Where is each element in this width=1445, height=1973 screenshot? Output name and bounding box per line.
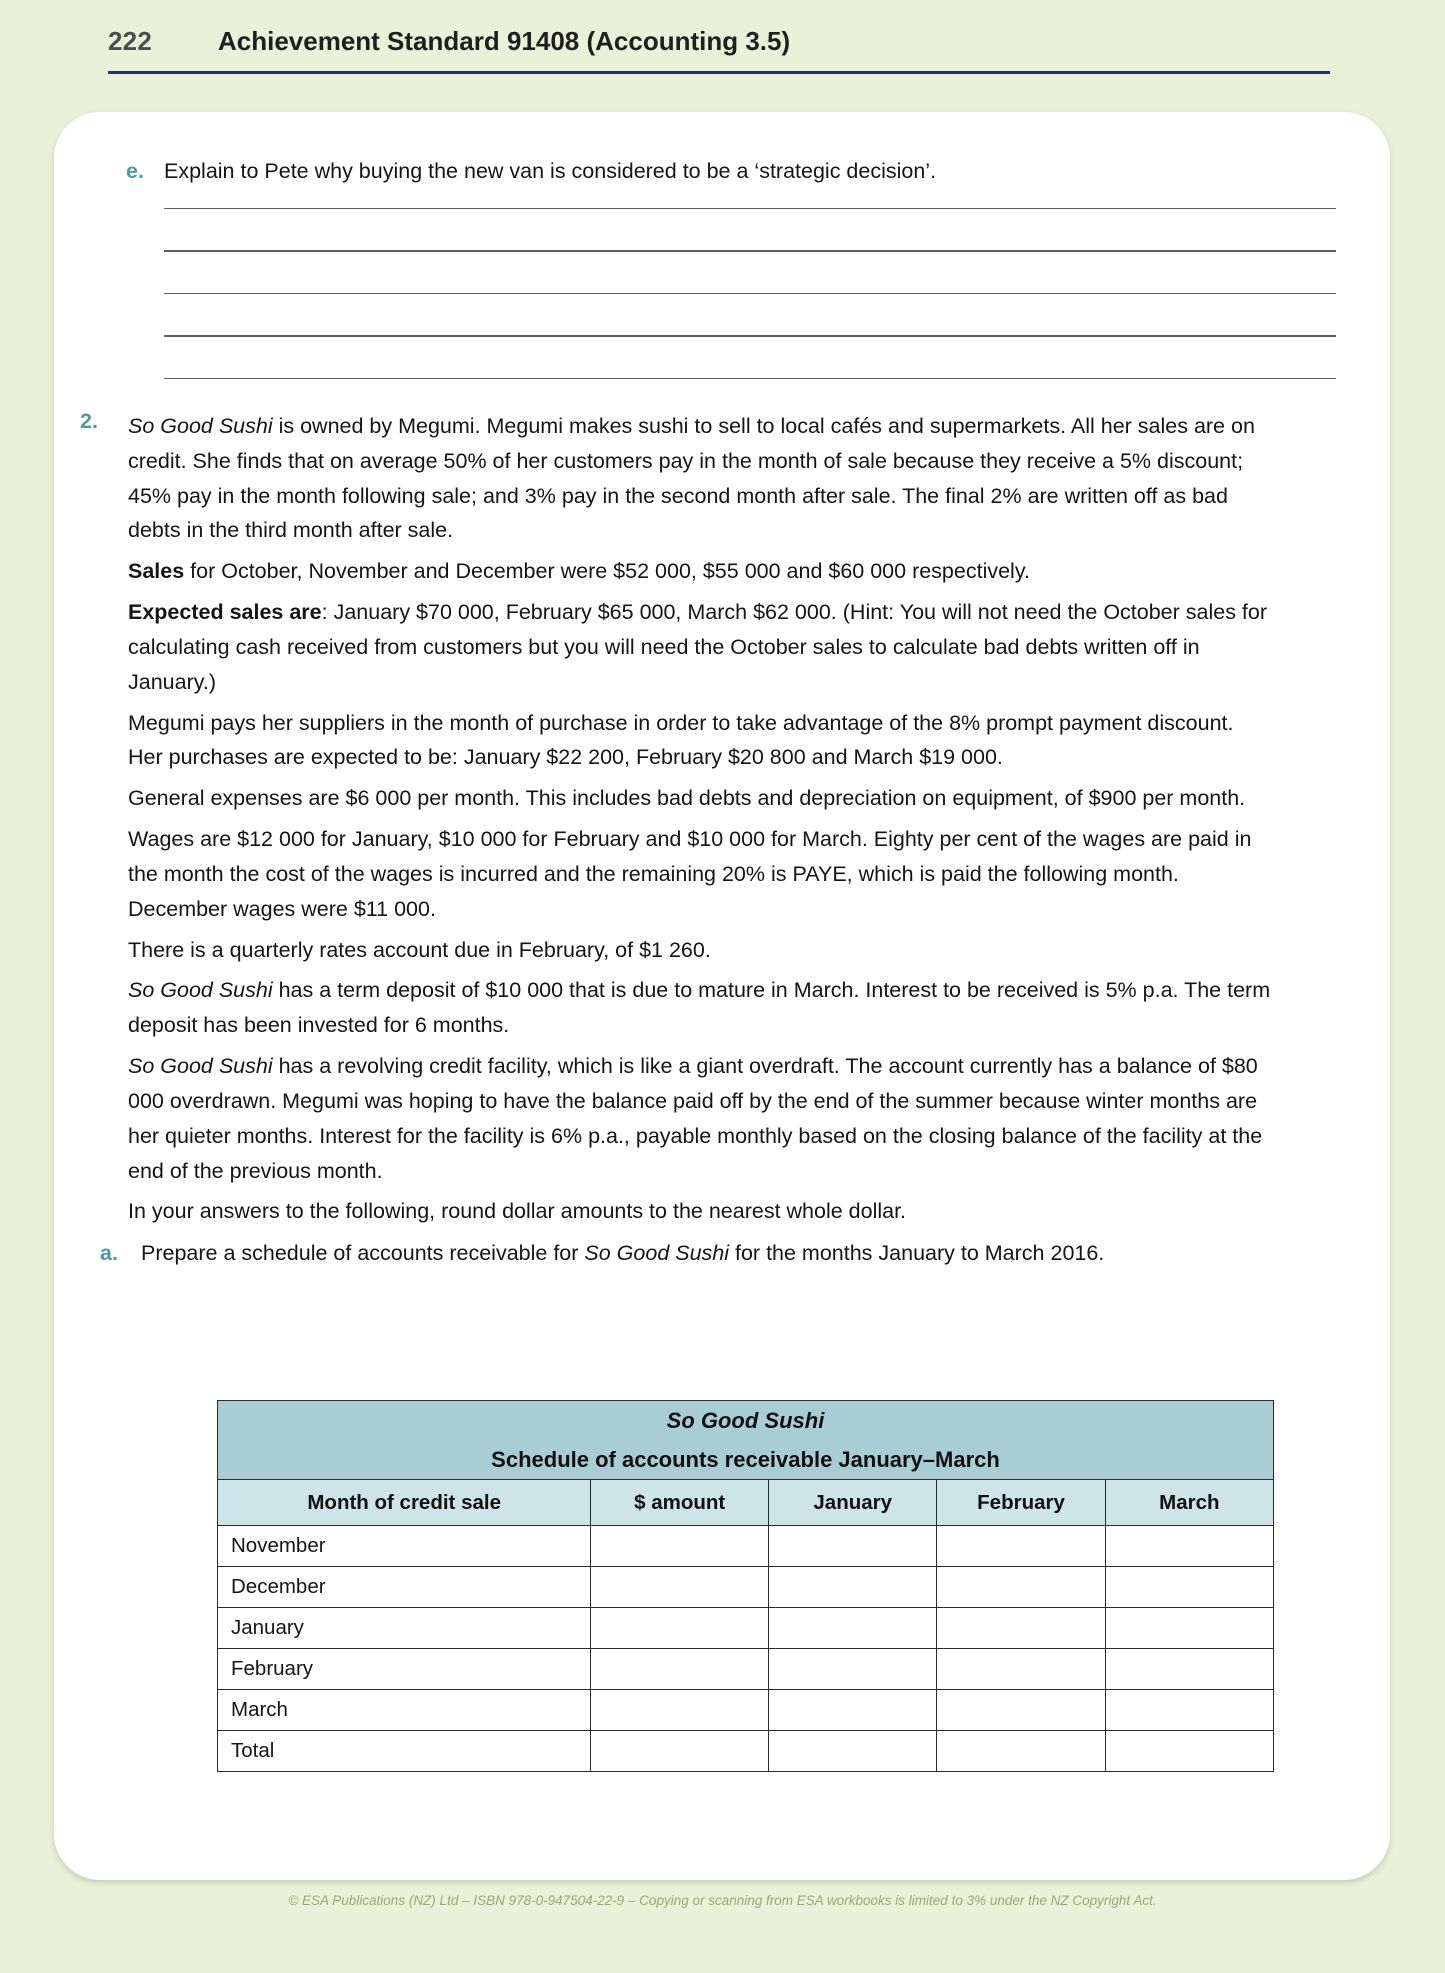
question-2a-text xyxy=(141,1236,1251,1271)
table-cell-march[interactable] xyxy=(1105,1608,1273,1649)
table-cell-march[interactable] xyxy=(1105,1567,1273,1608)
running-head-title: Achievement Standard 91408 (Accounting 3.5) xyxy=(217,26,791,56)
text-run: So Good Sushi xyxy=(584,1241,730,1266)
text-run: Sales xyxy=(128,559,185,584)
table-row xyxy=(218,1567,1274,1608)
question-2-paragraph xyxy=(128,595,1273,699)
answer-line[interactable] xyxy=(164,208,1336,209)
question-e xyxy=(126,154,1326,189)
table-cell-march[interactable] xyxy=(1105,1731,1273,1772)
schedule-table xyxy=(217,1400,1274,1772)
table-cell-january[interactable] xyxy=(769,1567,937,1608)
text-run: Expected sales are xyxy=(128,600,322,625)
text-run: is owned by Megumi. Megumi makes sushi to sell to local cafés and supermarkets. All her sales are on credit. She finds that on average 50% of her customers pay in the month of sale because they receive a 5% discount; 45% pay in the month following sale; and 3% pay in the second month after sale. The final 2% are written off as bad debts in the third month after sale. xyxy=(128,414,1255,543)
text-run: General expenses are $6 000 per month. This includes bad debts and depreciation on equipment, of $900 per month. xyxy=(128,786,1246,811)
schedule-table-body xyxy=(218,1526,1274,1772)
text-run: Prepare a schedule of accounts receivable for xyxy=(141,1241,585,1266)
question-2-paragraph xyxy=(128,554,1273,589)
schedule-table-wrap xyxy=(217,1400,1274,1772)
table-cell-month: March xyxy=(218,1690,591,1731)
table-cell-february[interactable] xyxy=(937,1526,1105,1567)
table-cell-january[interactable] xyxy=(769,1690,937,1731)
question-2-paragraph xyxy=(128,781,1273,816)
table-row xyxy=(218,1608,1274,1649)
text-run: So Good Sushi xyxy=(128,978,273,1003)
answer-line[interactable] xyxy=(164,335,1336,336)
table-title-row-1 xyxy=(218,1401,1274,1441)
table-cell-month: November xyxy=(218,1526,591,1567)
table-cell-month: February xyxy=(218,1649,591,1690)
table-cell-february[interactable] xyxy=(937,1608,1105,1649)
table-column-header: $ amount xyxy=(591,1480,769,1526)
table-column-header: January xyxy=(769,1480,937,1526)
table-cell-january[interactable] xyxy=(769,1731,937,1772)
question-2-paragraph xyxy=(128,706,1273,776)
table-column-header: February xyxy=(937,1480,1105,1526)
text-run: for the months January to March 2016. xyxy=(729,1241,1105,1266)
table-cell-january[interactable] xyxy=(769,1526,937,1567)
text-run: has a term deposit of $10 000 that is due to mature in March. Interest to be received is 5% p.a. The term deposit has been invested for 6 months. xyxy=(128,978,1271,1038)
answer-lines[interactable] xyxy=(164,208,1336,420)
question-2 xyxy=(80,409,1370,1271)
table-row xyxy=(218,1731,1274,1772)
table-cell-february[interactable] xyxy=(937,1649,1105,1690)
text-run: In your answers to the following, round dollar amounts to the nearest whole dollar. xyxy=(128,1199,907,1224)
table-cell-month: January xyxy=(218,1608,591,1649)
table-column-header: Month of credit sale xyxy=(218,1480,591,1526)
running-head-inner xyxy=(108,26,790,57)
table-cell-february[interactable] xyxy=(937,1567,1105,1608)
answer-line[interactable] xyxy=(164,250,1336,251)
page-content xyxy=(54,112,1390,1880)
text-run: has a revolving credit facility, which is like a giant overdraft. The account currently has a balance of $80 000 overdrawn. Megumi was hoping to have the balance paid off by the end of the summer because winter months are her quieter months. Interest for the facility is 6% p.a., payable monthly based on the closing balance of the facility at the end of the previous month. xyxy=(128,1054,1263,1183)
question-2a-label: a. xyxy=(100,1241,118,1266)
answer-line[interactable] xyxy=(164,293,1336,294)
table-cell-march[interactable] xyxy=(1105,1649,1273,1690)
table-title-line-2: Schedule of accounts receivable January–March xyxy=(218,1440,1274,1480)
table-title-line-1: So Good Sushi xyxy=(218,1401,1274,1441)
text-run: for October, November and December were $52 000, $55 000 and $60 000 respectively. xyxy=(184,559,1030,584)
table-cell-month: December xyxy=(218,1567,591,1608)
table-cell-march[interactable] xyxy=(1105,1690,1273,1731)
table-cell-amount[interactable] xyxy=(591,1649,769,1690)
running-head xyxy=(0,0,1445,80)
question-e-label: e. xyxy=(126,159,144,183)
table-row xyxy=(218,1526,1274,1567)
table-cell-amount[interactable] xyxy=(591,1690,769,1731)
table-cell-month: Total xyxy=(218,1731,591,1772)
table-row xyxy=(218,1690,1274,1731)
question-2-paragraph xyxy=(128,1194,1273,1229)
table-cell-february[interactable] xyxy=(937,1731,1105,1772)
question-2-paragraph xyxy=(128,973,1273,1043)
table-title-row-2 xyxy=(218,1440,1274,1480)
question-e-text: Explain to Pete why buying the new van is considered to be a ‘strategic decision’. xyxy=(164,159,937,183)
question-2-paragraph xyxy=(128,933,1273,968)
answer-line[interactable] xyxy=(164,378,1336,379)
table-cell-amount[interactable] xyxy=(591,1526,769,1567)
question-2a xyxy=(100,1236,1370,1271)
question-2-paragraph xyxy=(128,409,1273,548)
text-run: Megumi pays her suppliers in the month of purchase in order to take advantage of the 8% prompt payment discount. Her purchases are expected to be: January $22 200, February $20 800 and March $19 000. xyxy=(128,710,1234,770)
table-column-header: March xyxy=(1105,1480,1273,1526)
table-cell-amount[interactable] xyxy=(591,1567,769,1608)
question-2-paragraph xyxy=(128,1049,1273,1188)
text-run: There is a quarterly rates account due in February, of $1 260. xyxy=(128,937,711,962)
page-footer: © ESA Publications (NZ) Ltd – ISBN 978-0-947504-22-9 – Copying or scanning from ESA workbooks is limited to 3% under the NZ Copyright Act. xyxy=(288,1893,1157,1908)
question-2-body xyxy=(128,409,1273,1229)
header-divider xyxy=(108,71,1330,74)
table-cell-march[interactable] xyxy=(1105,1526,1273,1567)
text-run: : January $70 000, February $65 000, March $62 000. (Hint: You will not need the October sales for calculating cash received from customers but you will need the October sales to calculate bad debts written off in January.) xyxy=(128,600,1268,694)
question-2-label: 2. xyxy=(80,409,98,433)
table-column-header-row xyxy=(218,1480,1274,1526)
table-cell-february[interactable] xyxy=(937,1690,1105,1731)
text-run: So Good Sushi xyxy=(128,414,273,438)
page-card xyxy=(54,112,1390,1880)
question-2-paragraph xyxy=(128,822,1273,926)
table-cell-amount[interactable] xyxy=(591,1608,769,1649)
table-cell-january[interactable] xyxy=(769,1649,937,1690)
page-number: 222 xyxy=(108,26,152,56)
table-cell-january[interactable] xyxy=(769,1608,937,1649)
schedule-table-head xyxy=(218,1401,1274,1526)
text-run: So Good Sushi xyxy=(128,1054,273,1079)
table-cell-amount[interactable] xyxy=(591,1731,769,1772)
text-run: Wages are $12 000 for January, $10 000 for February and $10 000 for March. Eighty per cent of the wages are paid in the month the cost of the wages is incurred and the remaining 20% is PAYE, which is paid the following month. December wages were $11 000. xyxy=(128,827,1252,921)
table-row xyxy=(218,1649,1274,1690)
